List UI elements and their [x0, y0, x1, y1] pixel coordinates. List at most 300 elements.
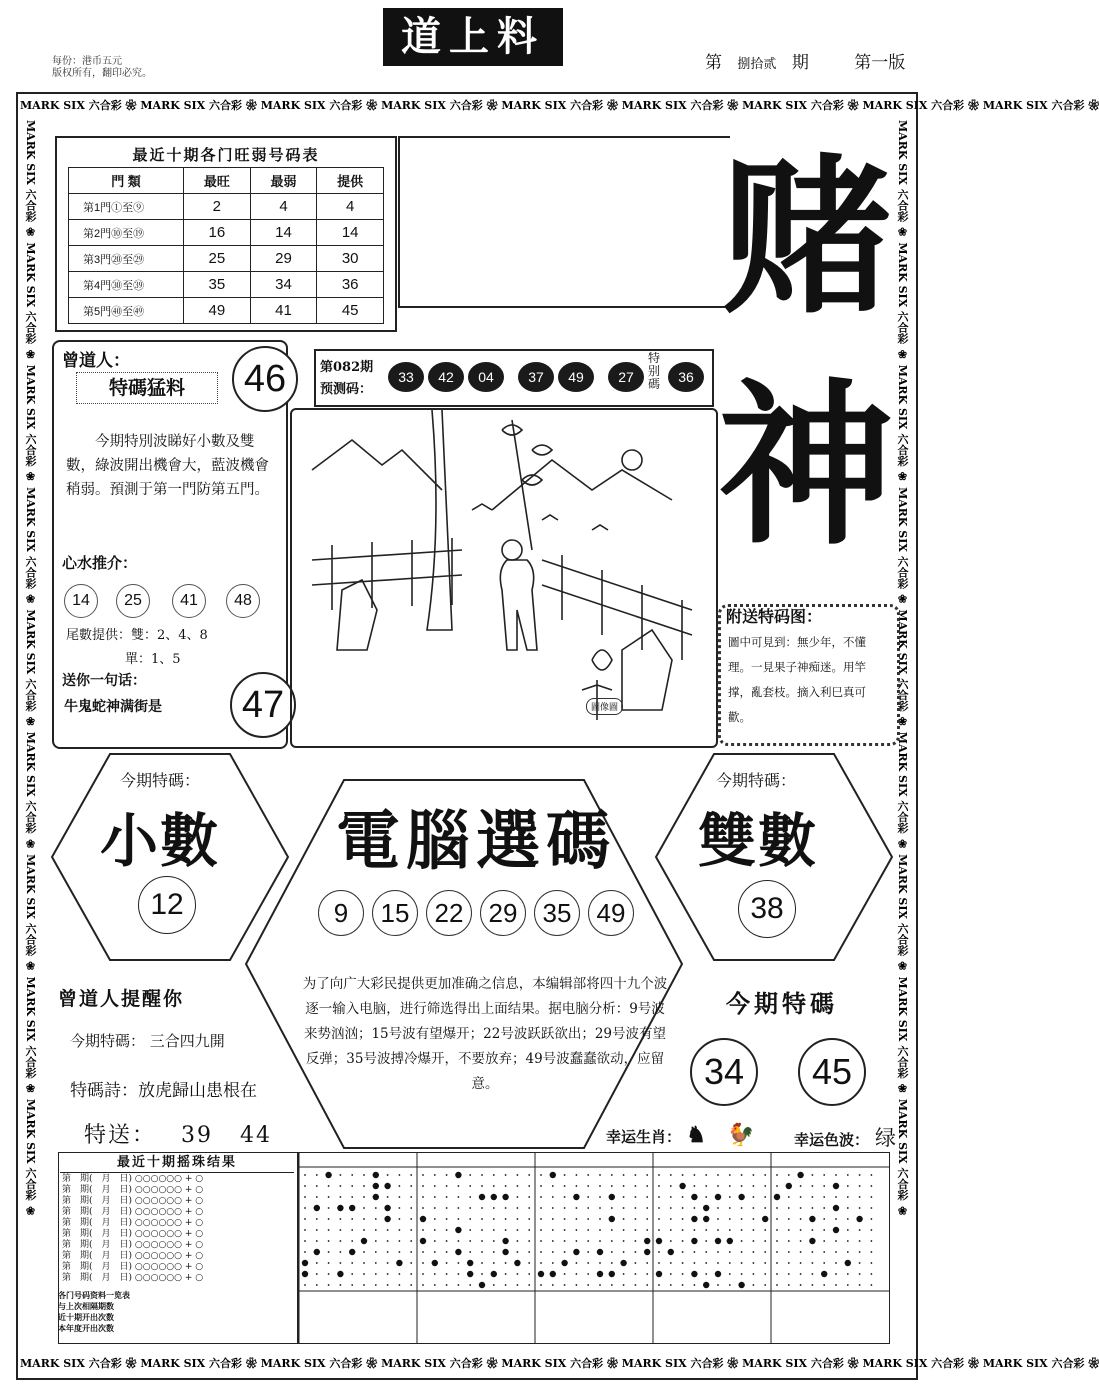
grid-dot [776, 1185, 778, 1187]
grid-dot [564, 1273, 566, 1275]
grid-dot [797, 1172, 803, 1178]
grid-dot [387, 1251, 389, 1253]
grid-dot [729, 1218, 731, 1220]
grid-dot [658, 1174, 660, 1176]
grid-dot [776, 1273, 778, 1275]
grid-dot [694, 1284, 696, 1286]
grid-dot [351, 1185, 353, 1187]
table-row [69, 220, 384, 246]
grid-dot [871, 1229, 873, 1231]
grid-dot [587, 1196, 589, 1198]
grid-dot [337, 1271, 343, 1277]
grid-dot [481, 1218, 483, 1220]
grid-dot [668, 1249, 674, 1255]
grid-dot [764, 1174, 766, 1176]
grid-dot [446, 1185, 448, 1187]
grid-dot [599, 1284, 601, 1286]
grid-dot [658, 1218, 660, 1220]
rooster-icon: 🐓 [727, 1122, 755, 1148]
grid-dot [812, 1273, 814, 1275]
grid-dot [729, 1262, 731, 1264]
grid-dot [528, 1174, 530, 1176]
grid-dot [363, 1218, 365, 1220]
grid-dot [446, 1218, 448, 1220]
grid-dot [446, 1284, 448, 1286]
grid-dot [399, 1251, 401, 1253]
grid-dot [587, 1207, 589, 1209]
grid-dot [694, 1229, 696, 1231]
grid-dot [717, 1207, 719, 1209]
grid-dot [540, 1229, 542, 1231]
grid-dot [434, 1174, 436, 1176]
grid-dot [422, 1262, 424, 1264]
result-row-label: 第 期( 月 日) ○○○○○○ + ○ [62, 1251, 204, 1261]
door-table-panel [55, 136, 397, 332]
grid-dot [776, 1207, 778, 1209]
grid-dot [552, 1185, 554, 1187]
grid-dot [847, 1240, 849, 1242]
grid-dot [422, 1185, 424, 1187]
grid-dot [823, 1251, 825, 1253]
grid-dot [375, 1218, 377, 1220]
grid-dot [764, 1262, 766, 1264]
grid-dot [856, 1216, 862, 1222]
max-cell: 16 [184, 220, 251, 246]
result-row-label: 第 期( 月 日) ○○○○○○ + ○ [62, 1240, 204, 1250]
result-row-label: 第 期( 月 日) ○○○○○○ + ○ [62, 1273, 204, 1283]
min-cell: 41 [250, 298, 317, 324]
grid-dot [434, 1218, 436, 1220]
grid-dot [871, 1218, 873, 1220]
lucky-zodiac-label: 幸运生肖： [606, 1128, 682, 1146]
grid-dot [835, 1240, 837, 1242]
grid-dot [446, 1229, 448, 1231]
grid-dot [505, 1229, 507, 1231]
grid-dot [373, 1194, 379, 1200]
grid-dot [410, 1207, 412, 1209]
grid-dot [493, 1262, 495, 1264]
grid-dot [705, 1185, 707, 1187]
grid-dot [729, 1185, 731, 1187]
grid-dot [316, 1262, 318, 1264]
computer-number: 15 [372, 890, 418, 936]
grid-dot [552, 1196, 554, 1198]
grid-dot [741, 1185, 743, 1187]
grid-dot [705, 1196, 707, 1198]
grid-dot [351, 1218, 353, 1220]
rights-text: 版权所有，翻印必究。 [52, 68, 152, 79]
grid-dot [422, 1251, 424, 1253]
grid-dot [835, 1262, 837, 1264]
prediction-ball: 04 [468, 362, 504, 392]
grid-dot [540, 1262, 542, 1264]
grid-dot [550, 1172, 556, 1178]
grid-dot [446, 1262, 448, 1264]
tail-digits-even: 尾數提供：雙：2、4、8 [66, 628, 208, 643]
grid-dot [552, 1251, 554, 1253]
grid-dot [623, 1284, 625, 1286]
grid-dot [493, 1240, 495, 1242]
grid-dot [363, 1207, 365, 1209]
grid-dot [304, 1284, 306, 1286]
grid-dot [611, 1240, 613, 1242]
grid-dot [349, 1205, 355, 1211]
prediction-special-label: 特别碼 [648, 351, 661, 391]
grid-dot [741, 1273, 743, 1275]
grid-dot [576, 1240, 578, 1242]
grid-dot [753, 1240, 755, 1242]
grid-dot [812, 1185, 814, 1187]
grid-dot [656, 1238, 662, 1244]
grid-dot [410, 1251, 412, 1253]
grid-dot [455, 1172, 461, 1178]
edition: 第一版 [854, 53, 906, 73]
grid-dot [576, 1262, 578, 1264]
grid-dot [340, 1229, 342, 1231]
grid-dot [776, 1174, 778, 1176]
grid-dot [599, 1218, 601, 1220]
grid-dot [434, 1207, 436, 1209]
grid-dot [328, 1196, 330, 1198]
grid-dot [847, 1284, 849, 1286]
grid-dot [493, 1174, 495, 1176]
heart-number: 41 [172, 584, 206, 618]
grid-dot [363, 1174, 365, 1176]
results-footer-1: 各门号码资料一览表 [58, 1290, 130, 1300]
prediction-label: 预测码： [320, 382, 373, 397]
grid-dot [599, 1196, 601, 1198]
grid-dot [800, 1284, 802, 1286]
right-special-label: 今期特碼： [716, 771, 797, 790]
grid-dot [375, 1207, 377, 1209]
door-cell: 第2門⑩至⑲ [69, 220, 184, 246]
grid-dot [823, 1240, 825, 1242]
max-cell: 49 [184, 298, 251, 324]
grid-dot [833, 1183, 839, 1189]
door-table-title: 最近十期各门旺弱号码表 [132, 146, 320, 164]
grid-dot [340, 1240, 342, 1242]
lucky-color [794, 1122, 896, 1152]
max-cell: 35 [184, 272, 251, 298]
table-row [69, 298, 384, 324]
min-cell: 4 [250, 194, 317, 220]
grid-dot [340, 1218, 342, 1220]
grid-dot [694, 1185, 696, 1187]
grid-dot [502, 1194, 508, 1200]
grid-dot [788, 1174, 790, 1176]
grid-dot [351, 1284, 353, 1286]
grid-dot [682, 1251, 684, 1253]
grid-dot [528, 1207, 530, 1209]
grid-dot [587, 1174, 589, 1176]
grid-dot [609, 1271, 615, 1277]
grid-dot [670, 1262, 672, 1264]
issue-prefix: 第 [705, 53, 722, 73]
grid-dot [786, 1183, 792, 1189]
grid-dot [517, 1185, 519, 1187]
grid-dot [505, 1174, 507, 1176]
grid-dot [587, 1251, 589, 1253]
grid-dot [422, 1207, 424, 1209]
result-row-label: 第 期( 月 日) ○○○○○○ + ○ [62, 1174, 204, 1184]
grid-dot [670, 1185, 672, 1187]
grid-dot [517, 1240, 519, 1242]
grid-dot [812, 1174, 814, 1176]
grid-dot [835, 1251, 837, 1253]
grid-dot [564, 1229, 566, 1231]
grid-dot [682, 1196, 684, 1198]
grid-dot [384, 1183, 390, 1189]
results-grid-drawing [299, 1153, 889, 1343]
grid-dot [670, 1207, 672, 1209]
grid-dot [776, 1218, 778, 1220]
grid-dot [823, 1185, 825, 1187]
grid-dot [764, 1207, 766, 1209]
grid-dot [812, 1251, 814, 1253]
grid-dot [576, 1218, 578, 1220]
illustration-drawing [292, 410, 716, 746]
grid-dot [481, 1262, 483, 1264]
gift-text: 圖中可見到：無少年，不懂理。一見果子神痴迷。用竿撑，亂套枝。摘入利巳真可歡。 [728, 635, 866, 724]
results-grid [298, 1152, 890, 1344]
special-title: 今期特碼 [726, 989, 838, 1018]
grid-dot [481, 1229, 483, 1231]
special-number: 45 [798, 1038, 866, 1106]
grid-dot [481, 1207, 483, 1209]
grid-dot [635, 1273, 637, 1275]
grid-dot [564, 1196, 566, 1198]
grid-dot [609, 1216, 615, 1222]
grid-dot [597, 1249, 603, 1255]
border-left: MARK SIX 六合彩 ❀ MARK SIX 六合彩 ❀ MARK SIX 六合彩 ❀ MARK SIX 六合彩 ❀ MARK SIX 六合彩 ❀ MARK SIX 六合彩 ❀ MARK SIX 六合彩 ❀ MARK SIX 六合彩 ❀ MARK SIX 六合彩 ❀ [24, 120, 37, 1218]
grid-dot [823, 1218, 825, 1220]
grid-dot [611, 1284, 613, 1286]
grid-dot [528, 1262, 530, 1264]
grid-dot [469, 1218, 471, 1220]
grid-dot [502, 1238, 508, 1244]
grid-dot [434, 1251, 436, 1253]
grid-dot [682, 1273, 684, 1275]
grid-dot [458, 1218, 460, 1220]
grid-dot [821, 1271, 827, 1277]
prediction-ball: 27 [608, 362, 644, 392]
grid-dot [316, 1240, 318, 1242]
result-row-label: 第 期( 月 日) ○○○○○○ + ○ [62, 1185, 204, 1195]
computer-number: 29 [480, 890, 526, 936]
reminder-poem: 特碼詩：放虎歸山患根在 [70, 1081, 257, 1101]
grid-dot [458, 1196, 460, 1198]
grid-dot [694, 1174, 696, 1176]
grid-dot [847, 1273, 849, 1275]
grid-dot [399, 1196, 401, 1198]
author-name: 曾道人： [62, 351, 130, 371]
grid-dot [658, 1251, 660, 1253]
results-footer [58, 1290, 130, 1334]
grid-dot [859, 1174, 861, 1176]
grid-dot [717, 1284, 719, 1286]
right-special-number: 38 [738, 880, 796, 938]
grid-dot [729, 1229, 731, 1231]
table-row [69, 194, 384, 220]
right-special-big: 雙數 [698, 807, 819, 875]
grid-dot [729, 1251, 731, 1253]
grid-dot [800, 1262, 802, 1264]
grid-dot [422, 1174, 424, 1176]
grid-dot [587, 1218, 589, 1220]
left-special-label: 今期特碼： [120, 771, 201, 790]
grid-dot [505, 1218, 507, 1220]
grid-dot [670, 1174, 672, 1176]
grid-dot [833, 1205, 839, 1211]
grid-dot [422, 1273, 424, 1275]
grid-dot [587, 1262, 589, 1264]
grid-dot [823, 1284, 825, 1286]
provide-cell: 45 [317, 298, 384, 324]
grid-dot [774, 1194, 780, 1200]
grid-dot [587, 1284, 589, 1286]
grid-dot [753, 1262, 755, 1264]
grid-dot [717, 1174, 719, 1176]
title-glyph-gamble: 赌 [722, 137, 893, 337]
grid-dot [328, 1284, 330, 1286]
grid-dot [670, 1218, 672, 1220]
grid-dot [361, 1238, 367, 1244]
grid-dot [363, 1229, 365, 1231]
masthead-logo: 道上料 [383, 8, 563, 66]
grid-dot [576, 1229, 578, 1231]
grid-dot [599, 1174, 601, 1176]
grid-dot [611, 1207, 613, 1209]
grid-dot [399, 1273, 401, 1275]
grid-dot [469, 1207, 471, 1209]
grid-dot [502, 1249, 508, 1255]
horse-icon: ♞ [686, 1122, 706, 1148]
grid-dot [682, 1174, 684, 1176]
result-row-label: 第 期( 月 日) ○○○○○○ + ○ [62, 1262, 204, 1272]
grid-dot [328, 1251, 330, 1253]
grid-dot [446, 1207, 448, 1209]
grid-dot [753, 1251, 755, 1253]
grid-dot [729, 1174, 731, 1176]
grid-dot [528, 1273, 530, 1275]
grid-dot [800, 1207, 802, 1209]
grid-dot [304, 1229, 306, 1231]
grid-dot [646, 1174, 648, 1176]
grid-dot [363, 1284, 365, 1286]
grid-dot [491, 1194, 497, 1200]
grid-dot [847, 1174, 849, 1176]
grid-dot [871, 1174, 873, 1176]
grid-dot [800, 1273, 802, 1275]
grid-dot [764, 1251, 766, 1253]
grid-dot [764, 1240, 766, 1242]
price-info [52, 56, 152, 80]
grid-dot [800, 1251, 802, 1253]
grid-dot [458, 1240, 460, 1242]
left-special-big: 小數 [100, 807, 221, 875]
grid-dot [481, 1273, 483, 1275]
grid-dot [399, 1185, 401, 1187]
grid-dot [517, 1251, 519, 1253]
grid-dot [316, 1196, 318, 1198]
grid-dot [764, 1196, 766, 1198]
grid-dot [812, 1262, 814, 1264]
grid-dot [788, 1240, 790, 1242]
grid-dot [314, 1205, 320, 1211]
grid-dot [753, 1185, 755, 1187]
grid-dot [493, 1218, 495, 1220]
grid-dot [729, 1196, 731, 1198]
grid-dot [703, 1282, 709, 1288]
issue-number: 捌拾贰 [737, 57, 777, 72]
grid-dot [469, 1196, 471, 1198]
grid-dot [564, 1207, 566, 1209]
grid-dot [717, 1262, 719, 1264]
circle-number-top: 46 [232, 346, 298, 412]
computer-pick-title: 電腦選碼 [336, 804, 616, 879]
grid-dot [753, 1174, 755, 1176]
grid-dot [635, 1185, 637, 1187]
grid-dot [764, 1284, 766, 1286]
grid-dot [528, 1185, 530, 1187]
grid-dot [800, 1218, 802, 1220]
grid-dot [493, 1185, 495, 1187]
grid-dot [859, 1262, 861, 1264]
provide-cell: 14 [317, 220, 384, 246]
grid-dot [776, 1284, 778, 1286]
grid-dot [776, 1229, 778, 1231]
results-footer-3: 近十期开出次数 [58, 1312, 114, 1322]
grid-dot [540, 1185, 542, 1187]
grid-dot [479, 1194, 485, 1200]
grid-dot [703, 1216, 709, 1222]
grid-dot [764, 1229, 766, 1231]
grid-dot [871, 1196, 873, 1198]
grid-dot [340, 1196, 342, 1198]
grid-dot [316, 1284, 318, 1286]
grid-dot [587, 1273, 589, 1275]
grid-dot [479, 1282, 485, 1288]
grid-dot [446, 1240, 448, 1242]
grid-dot [573, 1194, 579, 1200]
grid-dot [859, 1196, 861, 1198]
grid-dot [670, 1284, 672, 1286]
grid-dot [691, 1238, 697, 1244]
grid-dot [375, 1251, 377, 1253]
tip-badge: 特碼猛料 [76, 372, 218, 404]
grid-dot [741, 1240, 743, 1242]
prediction-issue: 第082期 [320, 360, 374, 375]
grid-dot [847, 1185, 849, 1187]
grid-dot [316, 1174, 318, 1176]
grid-dot [823, 1229, 825, 1231]
grid-dot [715, 1238, 721, 1244]
grid-dot [679, 1183, 685, 1189]
grid-dot [717, 1251, 719, 1253]
grid-dot [564, 1218, 566, 1220]
grid-dot [422, 1229, 424, 1231]
grid-dot [410, 1240, 412, 1242]
grid-dot [434, 1185, 436, 1187]
grid-dot [727, 1238, 733, 1244]
grid-dot [316, 1218, 318, 1220]
grid-dot [517, 1218, 519, 1220]
grid-dot [738, 1194, 744, 1200]
grid-dot [635, 1196, 637, 1198]
grid-dot [540, 1174, 542, 1176]
grid-dot [611, 1251, 613, 1253]
grid-dot [481, 1240, 483, 1242]
